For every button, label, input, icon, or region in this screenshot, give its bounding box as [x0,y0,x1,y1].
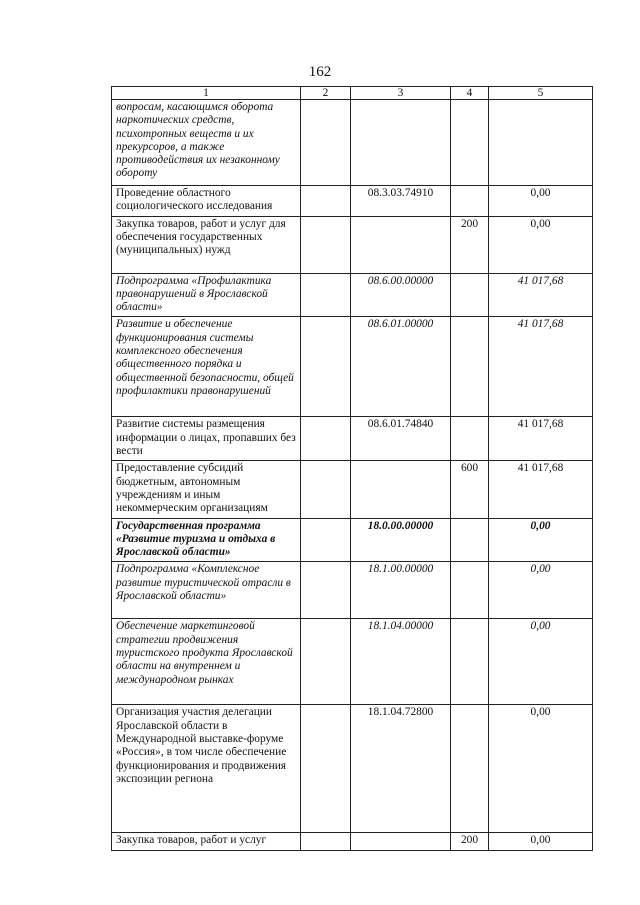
row-code-cell [351,461,451,518]
row-amount-cell: 0,00 [489,562,593,619]
table-row [112,562,593,619]
row-code-cell [351,216,451,273]
table-row [112,417,593,461]
row-code-cell: 18.1.00.00000 [351,562,451,619]
budget-table [111,86,593,851]
table-row [112,461,593,518]
row-expense-type-cell [451,317,489,417]
row-name-cell: Развитие системы размещения информации о лицах, пропавших без вести [112,417,301,461]
row-column-2-cell [301,100,351,186]
row-amount-cell: 0,00 [489,833,593,850]
row-name-cell: Развитие и обеспечение функционирования системы комплексного обеспечения общественного порядка и общественной безопасности, общей профилактики правонарушений [112,317,301,417]
row-name-cell: вопросам, касающимся оборота наркотических средств, психотропных веществ и их прекурсоров, а также противодействия их незаконному обороту [112,100,301,186]
row-name-cell: Закупка товаров, работ и услуг для обеспечения государственных (муниципальных) нужд [112,216,301,273]
row-column-2-cell [301,317,351,417]
row-code-cell: 08.3.03.74910 [351,186,451,217]
row-amount-cell: 0,00 [489,705,593,833]
row-column-2-cell [301,273,351,317]
row-code-cell: 18.0.00.00000 [351,518,451,562]
column-header-2: 2 [301,87,351,100]
column-header-5: 5 [489,87,593,100]
row-amount-cell: 0,00 [489,216,593,273]
row-code-cell: 08.6.00.00000 [351,273,451,317]
row-expense-type-cell [451,562,489,619]
row-expense-type-cell [451,186,489,217]
row-expense-type-cell [451,273,489,317]
column-header-1: 1 [112,87,301,100]
row-name-cell: Закупка товаров, работ и услуг [112,833,301,850]
row-code-cell: 08.6.01.74840 [351,417,451,461]
table-row [112,833,593,850]
row-expense-type-cell: 200 [451,833,489,850]
table-row [112,317,593,417]
row-column-2-cell [301,619,351,705]
row-amount-cell: 41 017,68 [489,417,593,461]
row-amount-cell: 0,00 [489,186,593,217]
row-column-2-cell [301,562,351,619]
table-body [112,100,593,851]
row-amount-cell: 0,00 [489,619,593,705]
table-row [112,216,593,273]
table-row [112,619,593,705]
column-header-3: 3 [351,87,451,100]
row-name-cell: Организация участия делегации Ярославской области в Международной выставке-форуме «Россия», в том числе обеспечение функционирования и продвижения экспозиции региона [112,705,301,833]
row-amount-cell: 41 017,68 [489,461,593,518]
row-expense-type-cell [451,518,489,562]
row-column-2-cell [301,705,351,833]
table-row [112,100,593,186]
row-name-cell: Подпрограмма «Комплексное развитие туристической отрасли в Ярославской области» [112,562,301,619]
table-row [112,705,593,833]
row-amount-cell: 41 017,68 [489,317,593,417]
row-code-cell [351,833,451,850]
row-code-cell: 18.1.04.00000 [351,619,451,705]
column-header-4: 4 [451,87,489,100]
row-name-cell: Подпрограмма «Профилактика правонарушений в Ярославской области» [112,273,301,317]
row-amount-cell [489,100,593,186]
row-column-2-cell [301,186,351,217]
row-expense-type-cell: 200 [451,216,489,273]
row-expense-type-cell: 600 [451,461,489,518]
row-name-cell: Предоставление субсидий бюджетным, автономным учреждениям и иным некоммерческим организациям [112,461,301,518]
row-name-cell: Обеспечение маркетинговой стратегии продвижения туристского продукта Ярославской области на внутреннем и международном рынках [112,619,301,705]
row-name-cell: Государственная программа «Развитие туризма и отдыха в Ярославской области» [112,518,301,562]
row-expense-type-cell [451,619,489,705]
row-expense-type-cell [451,705,489,833]
header-row [112,87,593,100]
row-name-cell: Проведение областного социологического исследования [112,186,301,217]
table-row [112,273,593,317]
table-row [112,518,593,562]
row-amount-cell: 41 017,68 [489,273,593,317]
row-code-cell [351,100,451,186]
row-code-cell: 08.6.01.00000 [351,317,451,417]
row-amount-cell: 0,00 [489,518,593,562]
table-row [112,186,593,217]
row-column-2-cell [301,417,351,461]
row-expense-type-cell [451,100,489,186]
row-column-2-cell [301,461,351,518]
row-code-cell: 18.1.04.72800 [351,705,451,833]
row-column-2-cell [301,216,351,273]
row-column-2-cell [301,833,351,850]
row-expense-type-cell [451,417,489,461]
page-number: 162 [308,64,332,80]
row-column-2-cell [301,518,351,562]
